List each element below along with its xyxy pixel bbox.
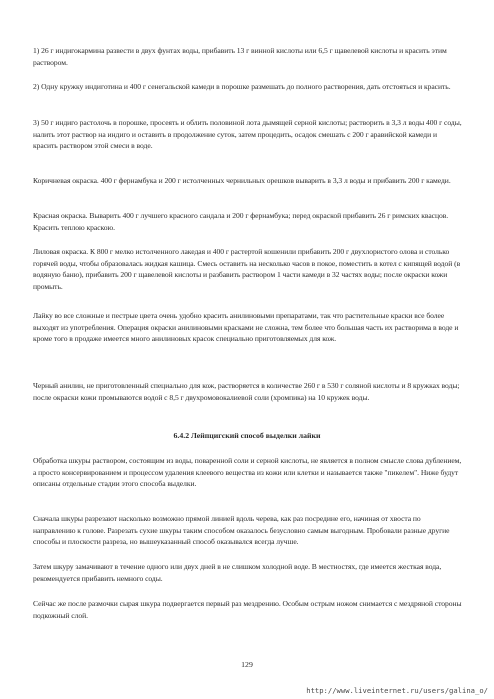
paragraph-lilac-dye: Лиловая окраска. К 800 г мелко истолченного лакедая и 400 г растертой кошенили прибавить 200 г двухлористого олова и столько горячей воды, чтобы образовалась жидкая кашица. Смесь оставить на несколько часов в покое, поместить в котел с кипящей водой (в водяную баню), прибавить 200 г щавелевой кислоты и разбавить раствором 1 части камеди в 32 частях воды; после окраски кожи промыть.: [33, 247, 461, 291]
section-heading: 6.4.2 Лейпцигский способ выделки лайки: [173, 431, 321, 440]
paragraph-fleshing: Сейчас же после размочки сырая шкура подвергается первый раз мездрению. Особым острым ножом снимается с мездряной стороны подкожный слой.: [33, 599, 462, 620]
page-number: 129: [241, 660, 253, 669]
paragraph-recipe-2: 2) Одну кружку индиготина и 400 г сенегальской камеди в порошке размешать до полного растворения, дать отстояться и красить.: [33, 82, 451, 91]
paragraph-recipe-1: 1) 26 г индигокармина развести в двух фунтах воды, прибавить 13 г винной кислоты или 6,5 г щавелевой кислоты и красить этим раствором.: [33, 46, 447, 67]
paragraph-recipe-3: 3) 50 г индиго растолочь в порошке, просеять и облить половиной лота дымящей серной кислоты; растворить в 3,3 л воды 400 г соды, налить этот раствор на индиго и оставить в продолжение суток, затем процедить, осадок смешать с 200 г аравийской камеди и красить раствором этой смеси в воде.: [33, 118, 462, 151]
paragraph-pickling: Обработка шкуры раствором, состоящим из воды, поваренной соли и серной кислоты, не является в полном смысле слова дублением, а просто консервированием и процессом удаления клеевого вещества из кожи или клетки и называется также "пикелем". Ниже будут описаны отдельные стадии этого способа выделки.: [33, 456, 462, 489]
paragraph-brown-dye: Коричневая окраска. 400 г фернамбука и 200 г истолченных чернильных орешков выварить в 3,3 л воды и прибавить 200 г камеди.: [33, 176, 451, 185]
paragraph-black-aniline: Черный анилин, не приготовленный специально для кож, растворяется в количестве 260 г в 530 г соляной кислоты и 8 кружках воды; после окраски кожи промываются водой с 8,5 г двухромовокалиевой соли (хромпика) на 10 кружек воды.: [33, 381, 460, 402]
footer-url[interactable]: http://www.liveinternet.ru/users/galina_o/: [306, 686, 488, 695]
paragraph-aniline-dyes: Лайку во все сложные и пестрые цвета очень удобно красить анилиновыми препаратами, так что растительные краски все более выходят из употребления. Операция окраски анилиновыми красками не сложна, тем более что большая часть их растворима в воде и кроме того в продаже имеется много анилиновых красок специально приготовляемых для кож.: [33, 311, 459, 344]
paragraph-red-dye: Красная окраска. Выварить 400 г лучшего красного сандала и 200 г фернамбука; перед окраской прибавить 26 г римских квасцов. Красить теплою краскою.: [33, 211, 449, 232]
paragraph-cutting: Сначала шкуры разрезают насколько возможно прямой линией вдоль черева, как раз посредине его, начиная от хвоста по направлению к голове. Разрезать сухие шкуры таким способом оказалось безусловно самым выгодным. Пробовали разные другие способы и плоскости разреза, но вышеуказанный способ оказывался всегда лучше.: [33, 514, 450, 547]
paragraph-soaking: Затем шкуру замачивают в течение одного или двух дней в не слишком холодной воде. В местностях, где имеется жесткая вода, рекомендуется прибавить немного соды.: [33, 562, 442, 583]
